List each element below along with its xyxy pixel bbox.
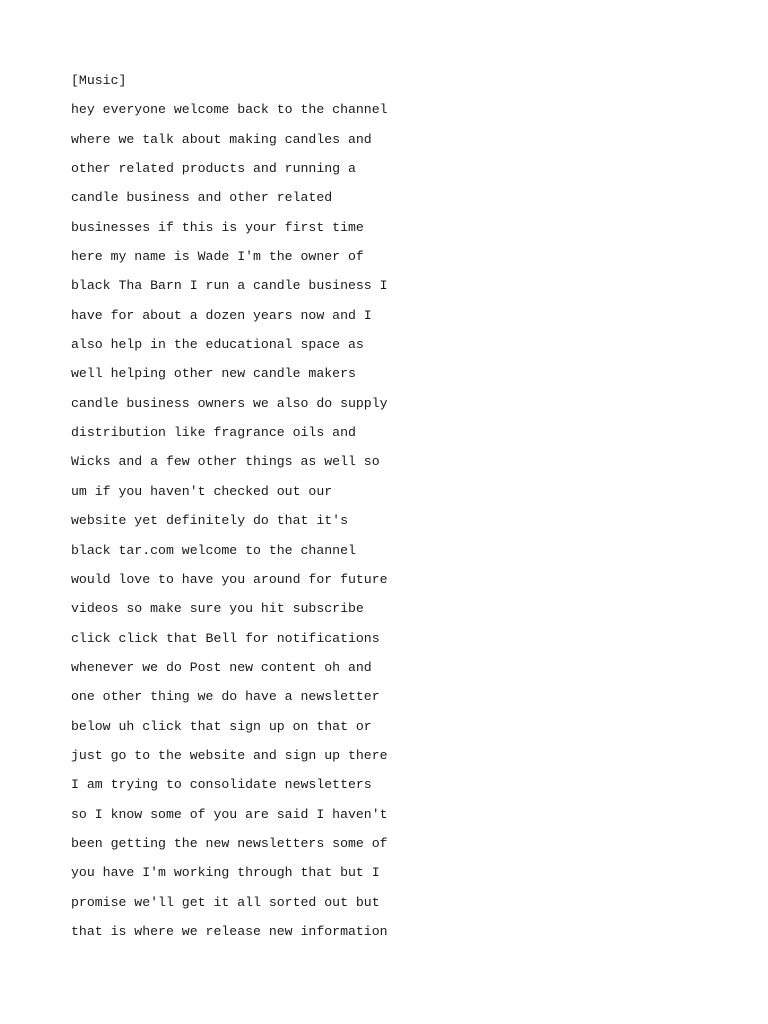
transcript-line: black Tha Barn I run a candle business I bbox=[71, 278, 388, 294]
transcript-line: below uh click that sign up on that or bbox=[71, 718, 372, 734]
transcript-line: that is where we release new information bbox=[71, 923, 388, 939]
transcript-line: click click that Bell for notifications bbox=[71, 630, 380, 646]
transcript-line: whenever we do Post new content oh and bbox=[71, 659, 372, 675]
transcript-line: promise we'll get it all sorted out but bbox=[71, 894, 380, 910]
transcript-line: hey everyone welcome back to the channel bbox=[71, 102, 388, 118]
transcript-line: black tar.com welcome to the channel bbox=[71, 542, 356, 558]
transcript-line: one other thing we do have a newsletter bbox=[71, 689, 380, 705]
transcript-line: also help in the educational space as bbox=[71, 337, 364, 353]
transcript-line: where we talk about making candles and bbox=[71, 131, 372, 147]
transcript-line: you have I'm working through that but I bbox=[71, 865, 380, 881]
transcript-line: here my name is Wade I'm the owner of bbox=[71, 249, 364, 265]
transcript-line: website yet definitely do that it's bbox=[71, 513, 348, 529]
transcript-line: would love to have you around for future bbox=[71, 571, 388, 587]
transcript-line: candle business owners we also do supply bbox=[71, 395, 388, 411]
transcript-line: [Music] bbox=[71, 73, 127, 88]
transcript-line: been getting the new newsletters some of bbox=[71, 835, 388, 851]
transcript-line: so I know some of you are said I haven't bbox=[71, 806, 388, 822]
transcript-line: just go to the website and sign up there bbox=[71, 747, 388, 763]
transcript-line: um if you haven't checked out our bbox=[71, 483, 333, 499]
transcript-line: other related products and running a bbox=[71, 161, 356, 177]
transcript-line: candle business and other related bbox=[71, 190, 333, 206]
transcript-line: well helping other new candle makers bbox=[71, 366, 356, 382]
transcript-text bbox=[71, 66, 388, 946]
transcript-line: have for about a dozen years now and I bbox=[71, 307, 372, 323]
transcript-line: distribution like fragrance oils and bbox=[71, 425, 356, 441]
transcript-line: I am trying to consolidate newsletters bbox=[71, 777, 372, 793]
transcript-line: videos so make sure you hit subscribe bbox=[71, 601, 364, 617]
transcript-line: Wicks and a few other things as well so bbox=[71, 454, 380, 470]
transcript-line: businesses if this is your first time bbox=[71, 219, 364, 235]
